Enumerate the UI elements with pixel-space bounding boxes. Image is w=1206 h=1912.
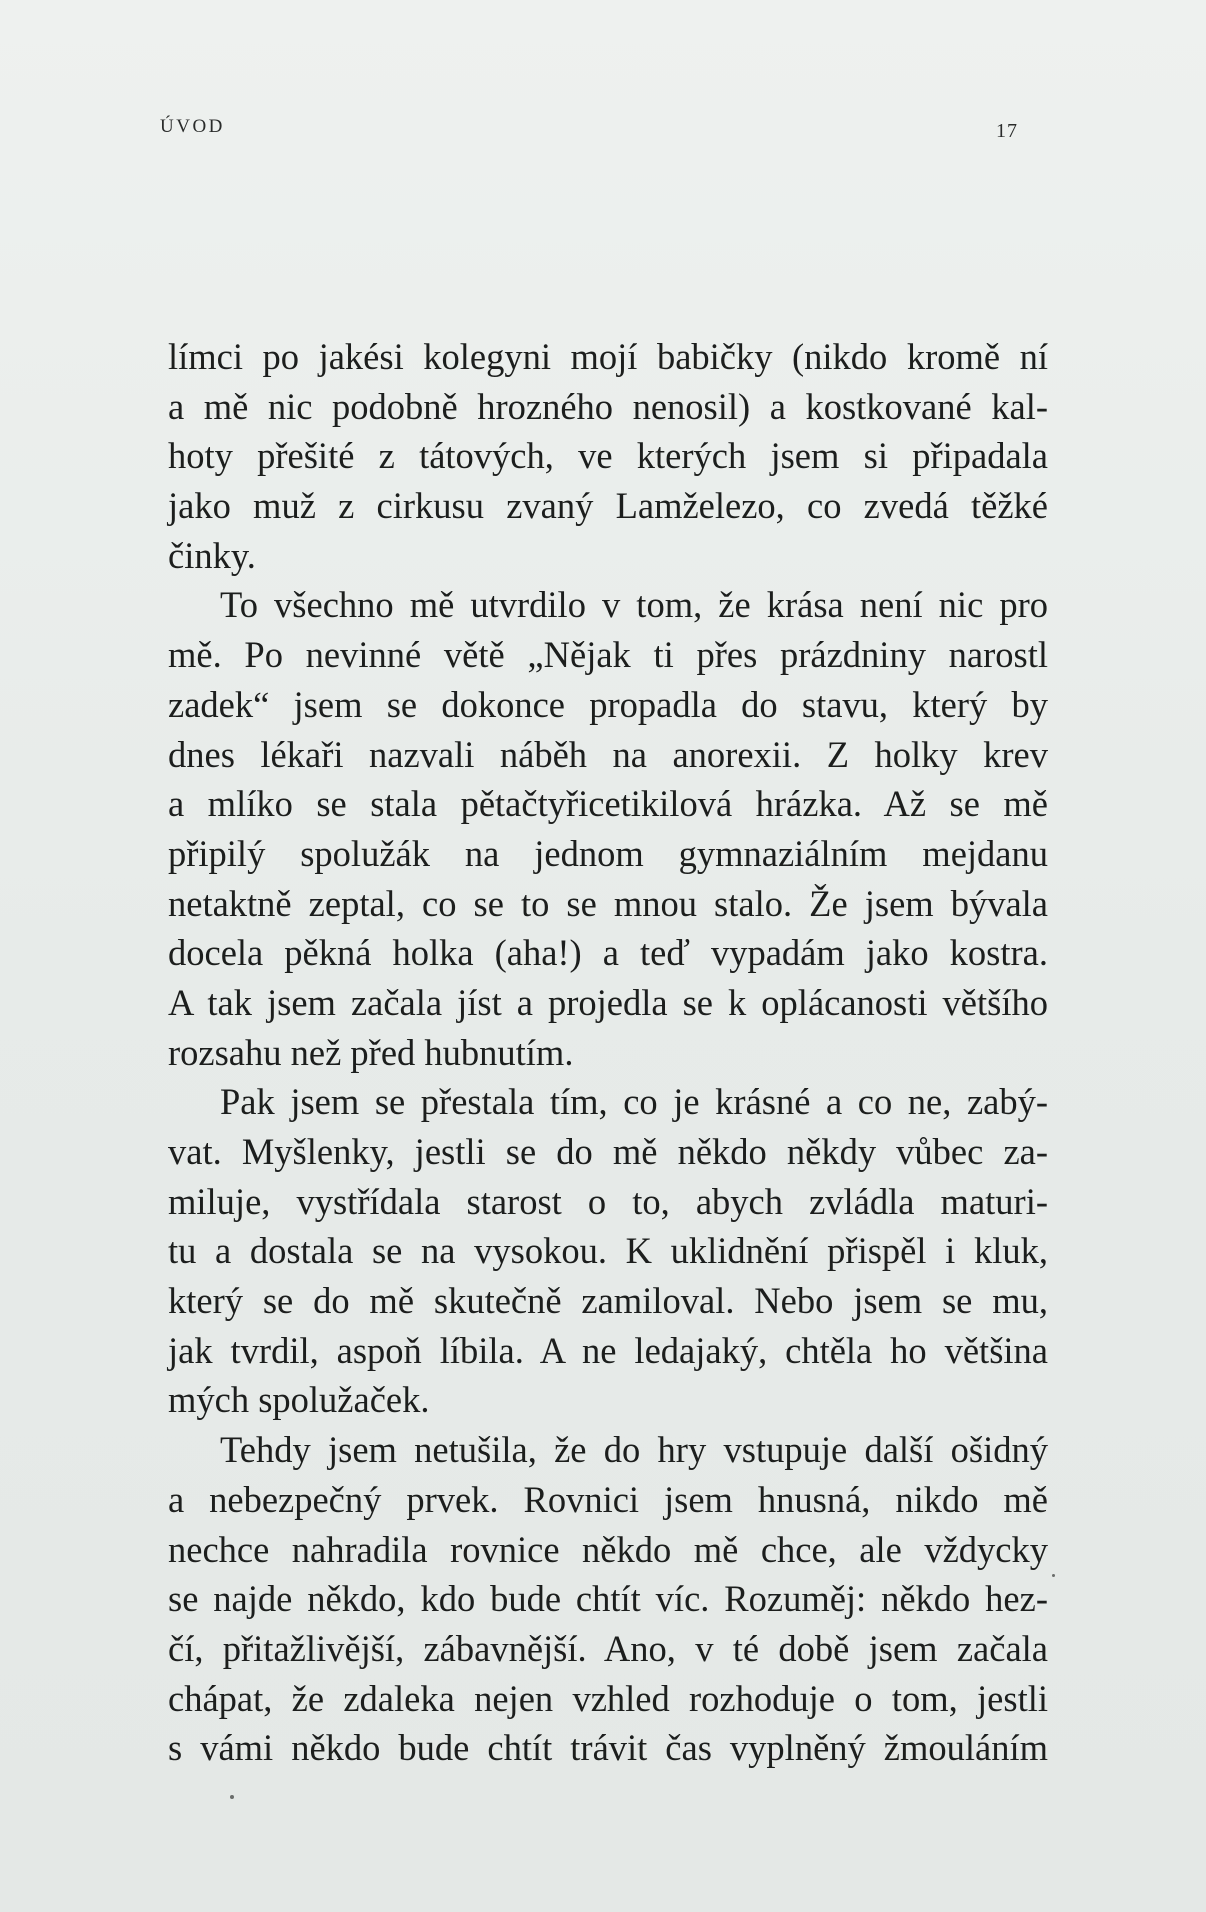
text-line: chápat, že zdaleka nejen vzhled rozhoduje o tom, jestli [168,1677,1048,1719]
paper-speck [230,1795,234,1799]
text-line: jak tvrdil, aspoň líbila. A ne ledajaký, chtěla ho většina [168,1329,1048,1371]
text-line: zadek“ jsem se dokonce propadla do stavu, který by [168,683,1048,725]
text-line: netaktně zeptal, co se to se mnou stalo. Že jsem bývala [168,882,1048,924]
text-line: hoty přešité z tátových, ve kterých jsem si připadala [168,435,1048,477]
text-line: jako muž z cirkusu zvaný Lamželezo, co zvedá těžké [168,485,1048,527]
text-line: rozsahu než před hubnutím. [168,1031,574,1073]
text-line: Tehdy jsem netušila, že do hry vstupuje další ošidný [220,1429,1048,1471]
text-line: připilý spolužák na jednom gymnaziálním mejdanu [168,832,1048,874]
text-line: dnes lékaři nazvali náběh na anorexii. Z holky krev [168,733,1048,775]
body-text [168,332,1048,1773]
text-line: To všechno mě utvrdilo v tom, že krása není nic pro [220,584,1048,626]
text-line: s vámi někdo bude chtít trávit čas vyplněný žmouláním [168,1727,1048,1769]
text-line: nechce nahradila rovnice někdo mě chce, ale vždycky [168,1528,1048,1570]
text-line: tu a dostala se na vysokou. K uklidnění přispěl i kluk, [168,1230,1048,1272]
text-line: límci po jakési kolegyni mojí babičky (nikdo kromě ní [168,336,1048,377]
text-line: který se do mě skutečně zamiloval. Nebo jsem se mu, [168,1280,1048,1322]
text-line: A tak jsem začala jíst a projedla se k oplácanosti většího [168,981,1048,1023]
text-line: čí, přitažlivější, zábavnější. Ano, v té době jsem začala [168,1627,1048,1669]
text-line: mě. Po nevinné větě „Nějak ti přes prázdniny narostl [168,634,1048,676]
text-line: a nebezpečný prvek. Rovnici jsem hnusná, nikdo mě [168,1478,1048,1520]
text-line: Pak jsem se přestala tím, co je krásné a co ne, zabý- [220,1081,1048,1123]
text-line: vat. Myšlenky, jestli se do mě někdo někdy vůbec za- [168,1131,1048,1172]
running-head: ÚVOD [160,116,225,137]
text-line: činky. [168,534,256,576]
text-line: a mlíko se stala pětačtyřicetikilová hrázka. Až se mě [168,783,1048,825]
paper-speck [1052,1574,1055,1577]
text-line: docela pěkná holka (aha!) a teď vypadám jako kostra. [168,932,1048,974]
text-line: a mě nic podobně hrozného nenosil) a kostkované kal- [168,385,1048,427]
text-line: mých spolužaček. [168,1379,430,1421]
text-line: miluje, vystřídala starost o to, abych zvládla maturi- [168,1180,1048,1222]
page-number: 17 [996,120,1018,142]
text-line: se najde někdo, kdo bude chtít víc. Rozuměj: někdo hez- [168,1578,1048,1620]
